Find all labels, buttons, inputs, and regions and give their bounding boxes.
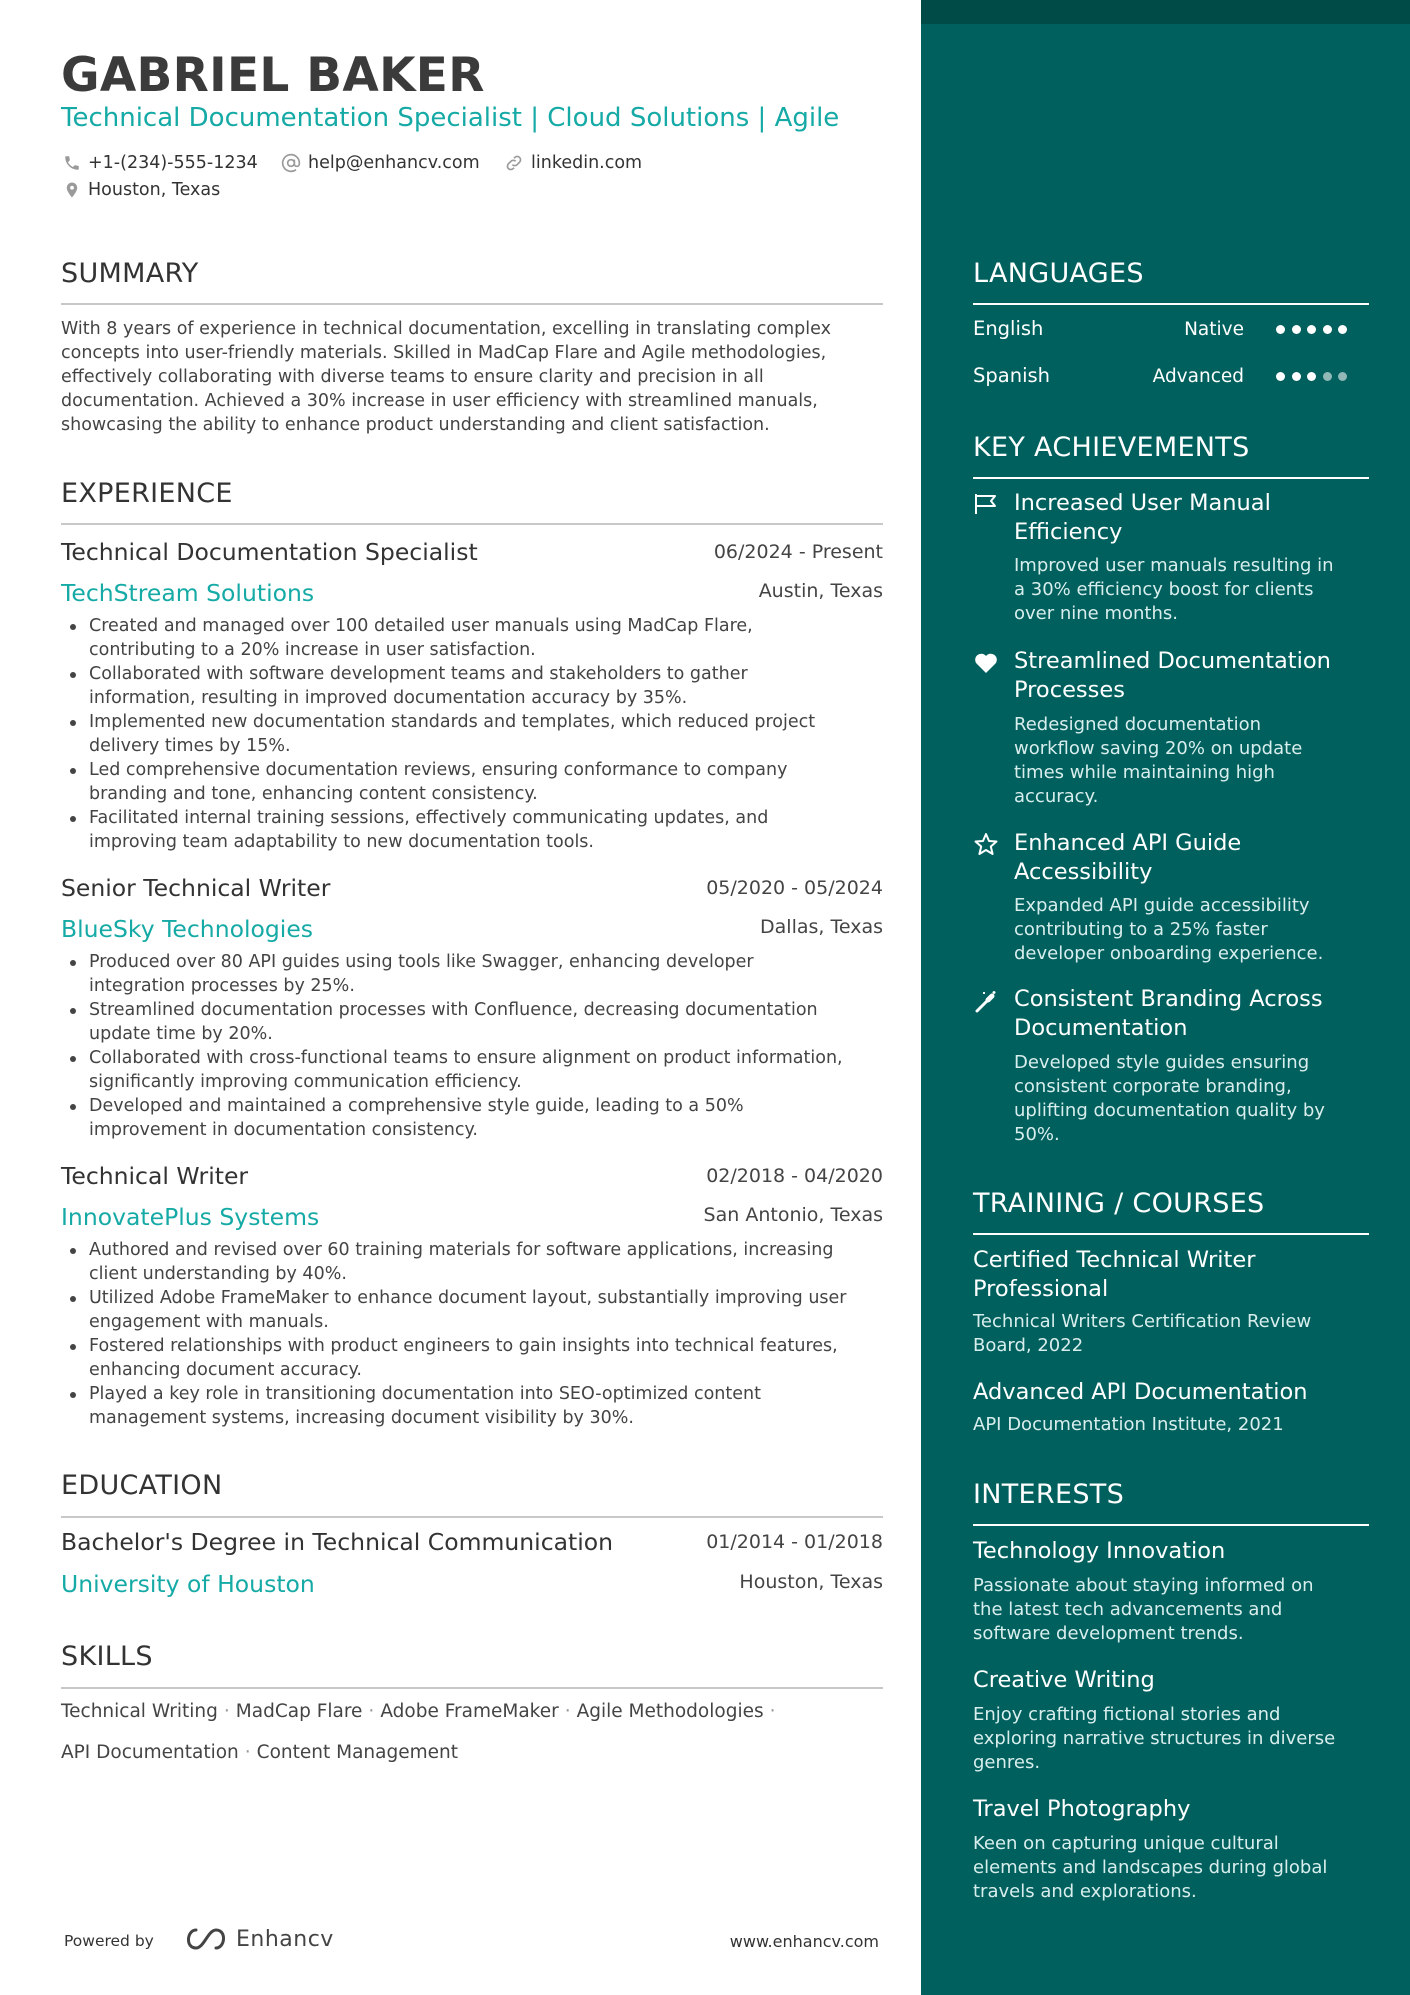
job-location: Dallas, Texas — [760, 916, 883, 938]
job-bullets — [61, 950, 895, 1142]
sidebar — [921, 0, 1410, 1995]
education-location: Houston, Texas — [739, 1571, 883, 1593]
contact-email[interactable] — [281, 153, 480, 173]
education-divider — [61, 1516, 883, 1518]
skill-tag: Content Management — [256, 1742, 458, 1763]
rating-dot — [1276, 372, 1285, 381]
job-location: San Antonio, Texas — [703, 1204, 883, 1226]
interest-title: Creative Writing — [973, 1667, 1155, 1693]
skill-tag: Adobe FrameMaker — [380, 1701, 559, 1722]
language-name: English — [973, 317, 1044, 340]
list-item: Produced over 80 API guides using tools like Swagger, enhancing developer integration processes by 25%. — [89, 950, 895, 998]
rating-dot — [1276, 325, 1285, 334]
link-icon — [504, 153, 524, 173]
email-text: help@enhancv.com — [308, 153, 480, 173]
heart-icon — [973, 651, 999, 675]
job-company: BlueSky Technologies — [61, 915, 314, 943]
location-text: Houston, Texas — [88, 180, 221, 200]
list-item: Utilized Adobe FrameMaker to enhance document layout, substantially improving user engagement with manuals. — [89, 1286, 895, 1334]
skill-tag: API Documentation — [61, 1742, 239, 1763]
skill-tag: MadCap Flare — [235, 1701, 363, 1722]
interests-divider — [973, 1524, 1369, 1526]
rating-dot — [1292, 372, 1301, 381]
achievement-title: Streamlined Documentation Processes — [1014, 648, 1331, 703]
summary-line: With 8 years of experience in technical documentation, excelling in translating complex — [61, 319, 831, 339]
star-icon — [973, 832, 999, 856]
achievement-desc: Expanded API guide accessibility contributing to a 25% faster developer onboarding experience. — [1014, 895, 1324, 964]
language-name: Spanish — [973, 364, 1051, 387]
achievement-title: Enhanced API Guide Accessibility — [1014, 830, 1242, 885]
at-icon — [281, 153, 301, 173]
list-item: Led comprehensive documentation reviews, ensuring conformance to company branding and tone, enhancing content consistency. — [89, 758, 895, 806]
list-item: Developed and maintained a comprehensive style guide, leading to a 50% improvement in documentation consistency. — [89, 1094, 895, 1142]
languages-divider — [973, 303, 1369, 305]
achievements-divider — [973, 477, 1369, 479]
list-item: Streamlined documentation processes with Confluence, decreasing documentation update time by 20%. — [89, 998, 895, 1046]
summary-line: showcasing the ability to enhance product understanding and client satisfaction. — [61, 415, 770, 435]
interest-desc: Passionate about staying informed on the latest tech advancements and software development trends. — [973, 1575, 1314, 1644]
list-item: Facilitated internal training sessions, effectively communicating updates, and improving team adaptability to new documentation tools. — [89, 806, 895, 854]
rating-dot — [1307, 372, 1316, 381]
training-title: TRAINING / COURSES — [973, 1188, 1265, 1219]
job-role: Technical Writer — [61, 1162, 249, 1190]
achievement-title: Increased User Manual Efficiency — [1014, 490, 1271, 545]
job-company: InnovatePlus Systems — [61, 1203, 320, 1231]
linkedin-text: linkedin.com — [531, 153, 643, 173]
skill-tag: Agile Methodologies — [576, 1701, 764, 1722]
rating-dot — [1307, 325, 1316, 334]
experience-title: EXPERIENCE — [61, 478, 233, 509]
experience-divider — [61, 523, 883, 525]
interest-desc: Enjoy crafting fictional stories and exploring narrative structures in diverse genres. — [973, 1704, 1336, 1773]
footer-site[interactable]: www.enhancv.com — [729, 1932, 879, 1951]
job-company: TechStream Solutions — [61, 579, 315, 607]
skills-divider — [61, 1687, 883, 1689]
interest-title: Technology Innovation — [973, 1538, 1226, 1564]
course-desc: Technical Writers Certification Review Board, 2022 — [973, 1311, 1312, 1356]
location-pin-icon — [63, 180, 81, 200]
achievement-desc: Redesigned documentation workflow saving 20% on update times while maintaining high accuracy. — [1014, 714, 1303, 807]
rating-dot — [1338, 325, 1347, 334]
list-item: Collaborated with cross-functional teams to ensure alignment on product information, significantly improving communication efficiency. — [89, 1046, 895, 1094]
job-location: Austin, Texas — [758, 580, 883, 602]
rating-dot — [1323, 372, 1332, 381]
summary-line: documentation. Achieved a 30% increase in user efficiency with streamlined manuals, — [61, 391, 818, 411]
language-rating — [1276, 372, 1354, 381]
language-rating — [1276, 325, 1354, 334]
rating-dot — [1323, 325, 1332, 334]
achievements-title: KEY ACHIEVEMENTS — [973, 432, 1250, 463]
summary-line: effectively collaborating with diverse teams to ensure clarity and precision in all — [61, 367, 764, 387]
skills-line-1: Technical Writing · MadCap Flare · Adobe FrameMaker · Agile Methodologies · — [61, 1701, 776, 1722]
achievement-desc: Improved user manuals resulting in a 30% efficiency boost for clients over nine months. — [1014, 555, 1334, 624]
language-level: Advanced — [1152, 366, 1244, 387]
powered-by: Powered by — [64, 1932, 154, 1950]
contact-location — [63, 180, 220, 200]
job-bullets — [61, 1238, 895, 1430]
degree: Bachelor's Degree in Technical Communication — [61, 1528, 614, 1556]
candidate-name: GABRIEL BAKER — [61, 48, 485, 103]
enhancv-logo-icon — [182, 1926, 230, 1952]
list-item: Created and managed over 100 detailed user manuals using MadCap Flare, contributing to a 20% increase in user satisfaction. — [89, 614, 895, 662]
contact-phone — [63, 153, 258, 173]
job-dates: 05/2020 - 05/2024 — [706, 877, 883, 899]
enhancv-logo-text: Enhancv — [236, 1926, 334, 1952]
summary-title: SUMMARY — [61, 258, 199, 289]
interest-title: Travel Photography — [973, 1796, 1191, 1822]
headline: Technical Documentation Specialist | Cloud Solutions | Agile — [61, 103, 840, 133]
list-item: Fostered relationships with product engineers to gain insights into technical features, enhancing document accuracy. — [89, 1334, 895, 1382]
course-desc: API Documentation Institute, 2021 — [973, 1414, 1284, 1435]
contact-linkedin[interactable] — [504, 153, 642, 173]
achievement-title: Consistent Branding Across Documentation — [1014, 986, 1323, 1041]
education-dates: 01/2014 - 01/2018 — [706, 1531, 883, 1553]
job-bullets — [61, 614, 895, 854]
rating-dot — [1292, 325, 1301, 334]
skills-line-2: API Documentation · Content Management — [61, 1742, 458, 1763]
sidebar-top-bar — [921, 0, 1410, 24]
school: University of Houston — [61, 1570, 315, 1598]
list-item: Implemented new documentation standards and templates, which reduced project delivery times by 15%. — [89, 710, 895, 758]
phone-text: +1-(234)-555-1234 — [88, 153, 258, 173]
summary-divider — [61, 303, 883, 305]
summary-text — [61, 317, 891, 437]
interest-desc: Keen on capturing unique cultural elements and landscapes during global travels and explorations. — [973, 1833, 1328, 1902]
education-title: EDUCATION — [61, 1470, 223, 1501]
languages-title: LANGUAGES — [973, 258, 1144, 289]
job-dates: 06/2024 - Present — [713, 541, 883, 563]
job-role: Technical Documentation Specialist — [61, 538, 478, 566]
flag-icon — [973, 492, 999, 516]
language-level: Native — [1184, 319, 1244, 340]
enhancv-logo[interactable] — [182, 1926, 334, 1952]
skill-tag: Technical Writing — [61, 1701, 218, 1722]
achievement-desc: Developed style guides ensuring consistent corporate branding, uplifting documentation quality by 50%. — [1014, 1052, 1325, 1145]
phone-icon — [63, 154, 81, 172]
list-item: Collaborated with software development teams and stakeholders to gather information, resulting in improved documentation accuracy by 35%. — [89, 662, 895, 710]
course-title: Certified Technical Writer Professional — [973, 1247, 1256, 1302]
list-item: Played a key role in transitioning documentation into SEO-optimized content management systems, increasing document visibility by 30%. — [89, 1382, 895, 1430]
job-role: Senior Technical Writer — [61, 874, 331, 902]
interests-title: INTERESTS — [973, 1479, 1125, 1510]
training-divider — [973, 1233, 1369, 1235]
summary-line: concepts into user-friendly materials. Skilled in MadCap Flare and Agile methodologies, — [61, 343, 827, 363]
list-item: Authored and revised over 60 training materials for software applications, increasing client understanding by 40%. — [89, 1238, 895, 1286]
course-title: Advanced API Documentation — [973, 1379, 1308, 1405]
skills-title: SKILLS — [61, 1641, 153, 1672]
rating-dot — [1338, 372, 1347, 381]
job-dates: 02/2018 - 04/2020 — [706, 1165, 883, 1187]
magic-wand-icon — [973, 989, 999, 1013]
